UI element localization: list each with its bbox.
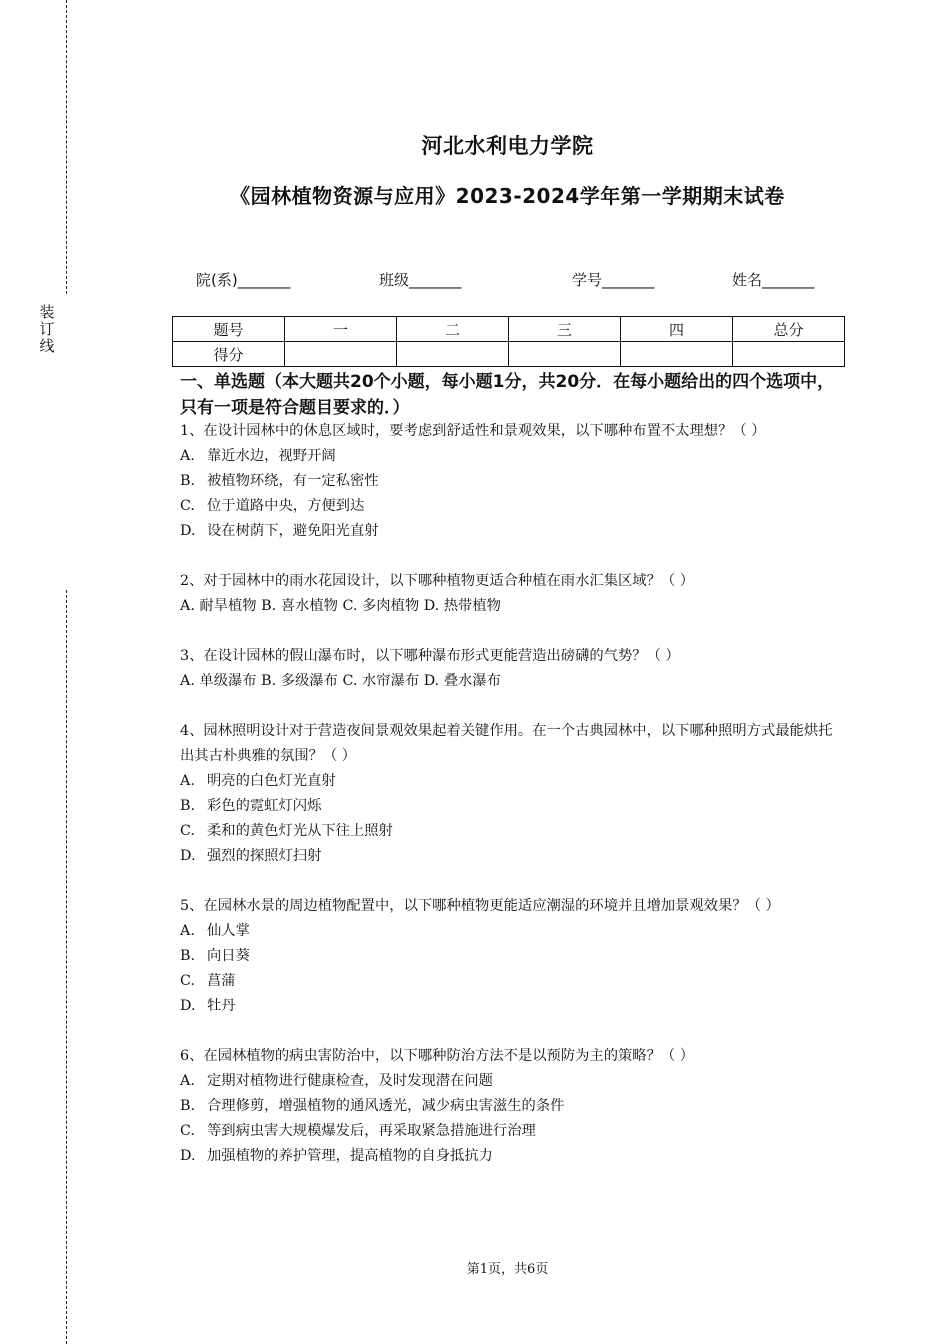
score-cell bbox=[621, 342, 733, 367]
binding-char: 装 bbox=[39, 303, 55, 321]
option bbox=[180, 919, 840, 944]
option-text: 彩色的霓虹灯闪烁 bbox=[207, 798, 322, 814]
inline-options: A. 单级瀑布 B. 多级瀑布 C. 水帘瀑布 D. 叠水瀑布 bbox=[180, 673, 501, 689]
option bbox=[180, 1144, 840, 1169]
question-stem: 4、园林照明设计对于营造夜间景观效果起着关键作用。在一个古典园林中，以下哪种照明方式最能烘托出其古朴典雅的氛围？（ ） bbox=[180, 723, 833, 764]
option-text: 向日葵 bbox=[207, 948, 250, 964]
option-text: 牡丹 bbox=[207, 998, 236, 1014]
name-field: 姓名_______ bbox=[732, 271, 815, 289]
score-cell bbox=[397, 342, 509, 367]
question bbox=[180, 894, 840, 1019]
option bbox=[180, 1094, 840, 1119]
option-text: 仙人掌 bbox=[207, 923, 250, 939]
option-letter: C. bbox=[180, 823, 195, 839]
option bbox=[180, 994, 840, 1019]
option-letter: A. bbox=[180, 773, 195, 789]
option bbox=[180, 519, 840, 544]
score-header-cell: 二 bbox=[397, 317, 509, 342]
option-text: 菖蒲 bbox=[207, 973, 236, 989]
option-text: 靠近水边，视野开阔 bbox=[207, 448, 336, 464]
option bbox=[180, 819, 840, 844]
option bbox=[180, 769, 840, 794]
option-letter: C. bbox=[180, 498, 195, 514]
score-cell bbox=[509, 342, 621, 367]
option-text: 被植物环绕，有一定私密性 bbox=[207, 473, 379, 489]
option bbox=[180, 844, 840, 869]
option bbox=[180, 469, 840, 494]
option bbox=[180, 969, 840, 994]
option-letter: B. bbox=[180, 473, 196, 489]
class-field: 班级_______ bbox=[379, 271, 462, 289]
option bbox=[180, 794, 840, 819]
option-letter: D. bbox=[180, 998, 196, 1014]
option-letter: D. bbox=[180, 1148, 196, 1164]
question bbox=[180, 1044, 840, 1169]
option-letter: A. bbox=[180, 1073, 195, 1089]
questions-list bbox=[180, 419, 840, 1194]
option-letter: B. bbox=[180, 798, 196, 814]
school-name: 河北水利电力学院 bbox=[421, 134, 594, 158]
question-stem: 6、在园林植物的病虫害防治中，以下哪种防治方法不是以预防为主的策略？（ ） bbox=[180, 1048, 695, 1064]
question-stem: 2、对于园林中的雨水花园设计，以下哪种植物更适合种植在雨水汇集区域？（ ） bbox=[180, 573, 695, 589]
binding-char: 订 bbox=[39, 320, 55, 338]
option-letter: D. bbox=[180, 848, 196, 864]
score-header-cell: 总分 bbox=[733, 317, 845, 342]
score-cell bbox=[733, 342, 845, 367]
option-letter: C. bbox=[180, 973, 195, 989]
option-text: 等到病虫害大规模爆发后，再采取紧急措施进行治理 bbox=[207, 1123, 536, 1139]
binding-char: 线 bbox=[39, 337, 55, 355]
option-letter: A. bbox=[180, 448, 195, 464]
inline-options: A. 耐旱植物 B. 喜水植物 C. 多肉植物 D. 热带植物 bbox=[180, 598, 501, 614]
student-id-field: 学号_______ bbox=[572, 271, 655, 289]
option-text: 定期对植物进行健康检查，及时发现潜在问题 bbox=[207, 1073, 493, 1089]
option-text: 合理修剪，增强植物的通风透光，减少病虫害滋生的条件 bbox=[207, 1098, 565, 1114]
question bbox=[180, 419, 840, 544]
option-letter: B. bbox=[180, 948, 196, 964]
score-table-header-row bbox=[173, 317, 845, 342]
option-text: 设在树荫下，避免阳光直射 bbox=[207, 523, 379, 539]
option-letter: A. bbox=[180, 923, 195, 939]
option-text: 柔和的黄色灯光从下往上照射 bbox=[207, 823, 393, 839]
option bbox=[180, 494, 840, 519]
question-stem: 3、在设计园林的假山瀑布时，以下哪种瀑布形式更能营造出磅礴的气势？（ ） bbox=[180, 648, 680, 664]
option bbox=[180, 444, 840, 469]
binding-label bbox=[38, 304, 56, 355]
option-letter: C. bbox=[180, 1123, 195, 1139]
score-cell bbox=[285, 342, 397, 367]
option-text: 强烈的探照灯扫射 bbox=[207, 848, 322, 864]
score-header-cell: 三 bbox=[509, 317, 621, 342]
question bbox=[180, 569, 840, 619]
option bbox=[180, 1119, 840, 1144]
question bbox=[180, 644, 840, 694]
binding-line-bottom bbox=[66, 590, 67, 1344]
option-text: 位于道路中央，方便到达 bbox=[207, 498, 365, 514]
option bbox=[180, 944, 840, 969]
score-table bbox=[172, 316, 845, 367]
option-text: 加强植物的养护管理，提高植物的自身抵抗力 bbox=[207, 1148, 493, 1164]
page-footer: 第1页，共6页 bbox=[466, 1262, 549, 1277]
question-stem: 1、在设计园林中的休息区域时，要考虑到舒适性和景观效果，以下哪种布置不太理想？（ ） bbox=[180, 423, 766, 439]
department-field: 院(系)_______ bbox=[196, 271, 291, 289]
score-header-cell: 四 bbox=[621, 317, 733, 342]
score-row-label: 得分 bbox=[173, 342, 285, 367]
section-title: 一、单选题（本大题共20个小题，每小题1分，共20分．在每小题给出的四个选项中，只有一项是符合题目要求的．） bbox=[180, 372, 835, 418]
exam-title: 《园林植物资源与应用》2023-2024学年第一学期期末试卷 bbox=[230, 184, 785, 208]
question-stem: 5、在园林水景的周边植物配置中，以下哪种植物更能适应潮湿的环境并且增加景观效果？（ ） bbox=[180, 898, 780, 914]
option-letter: B. bbox=[180, 1098, 196, 1114]
option bbox=[180, 1069, 840, 1094]
option-text: 明亮的白色灯光直射 bbox=[207, 773, 336, 789]
question bbox=[180, 719, 840, 869]
score-header-cell: 题号 bbox=[173, 317, 285, 342]
score-header-cell: 一 bbox=[285, 317, 397, 342]
score-table-score-row bbox=[173, 342, 845, 367]
option-letter: D. bbox=[180, 523, 196, 539]
